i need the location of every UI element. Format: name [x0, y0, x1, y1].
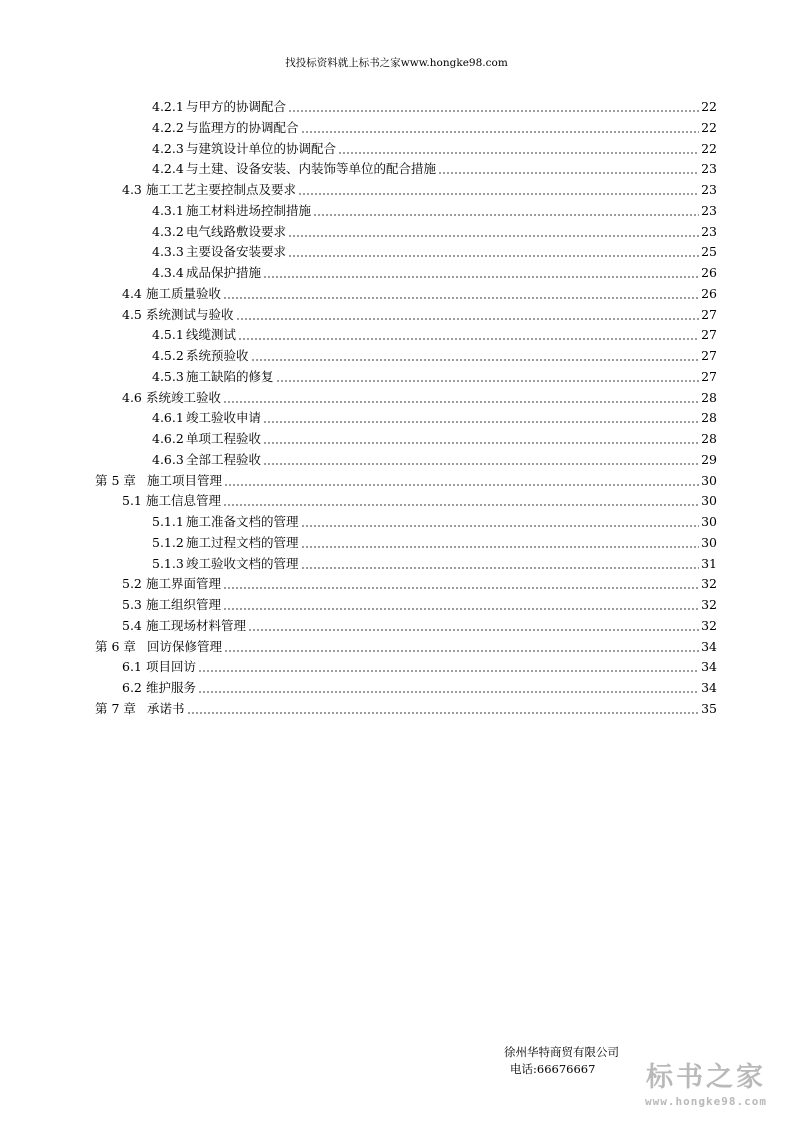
toc-entry[interactable]: [152, 448, 717, 468]
toc-entry-title: 施工现场材料管理: [146, 617, 247, 633]
toc-entry-page: 27: [701, 348, 717, 363]
toc-entry[interactable]: [152, 240, 717, 260]
toc-entry-page: 23: [701, 202, 717, 218]
toc-entry-number: 5.2: [122, 576, 142, 592]
toc-entry-title: 施工缺陷的修复: [186, 368, 274, 384]
toc-entry-page: 31: [701, 555, 717, 571]
toc-leader-dots: [223, 587, 699, 589]
toc-leader-dots: [263, 463, 699, 465]
toc-leader-dots: [288, 255, 699, 257]
toc-entry-page: 28: [701, 389, 717, 405]
toc-entry-number: 4.3.4: [152, 265, 184, 280]
toc-entry[interactable]: [152, 323, 717, 343]
toc-entry-number: 4.2.4: [152, 161, 184, 177]
toc-entry[interactable]: [122, 676, 717, 696]
toc-entry-title: 与建筑设计单位的协调配合: [186, 140, 337, 156]
toc-entry-number: 6.2: [122, 680, 142, 695]
toc-leader-dots: [223, 504, 699, 506]
toc-entry[interactable]: [152, 406, 717, 426]
toc-entry[interactable]: [152, 95, 717, 115]
toc-leader-dots: [223, 401, 699, 403]
toc-leader-dots: [313, 214, 699, 216]
toc-entry[interactable]: [122, 655, 717, 675]
toc-entry-number: 5.1: [122, 493, 142, 509]
toc-entry-page: 32: [701, 597, 717, 612]
toc-entry-page: 35: [701, 700, 717, 716]
toc-entry-page: 27: [701, 368, 717, 384]
toc-leader-dots: [301, 546, 699, 548]
toc-entry-number: 4.3: [122, 182, 142, 197]
toc-leader-dots: [276, 380, 699, 382]
toc-entry-number: 4.2.2: [152, 119, 184, 135]
toc-entry[interactable]: [122, 572, 717, 592]
toc-entry-page: 34: [701, 638, 717, 654]
toc-entry-number: 6.1: [122, 659, 142, 675]
toc-entry-number: 4.3.3: [152, 244, 184, 260]
toc-entry-number: 第 7 章: [95, 700, 136, 716]
toc-leader-dots: [238, 338, 699, 340]
toc-leader-dots: [301, 525, 699, 527]
toc-entry-title: 竣工验收申请: [186, 410, 262, 426]
toc-entry[interactable]: [152, 552, 717, 572]
toc-entry-number: 5.1.1: [152, 514, 184, 529]
toc-entry[interactable]: [122, 303, 717, 323]
watermark-title: 标书之家: [646, 1062, 766, 1093]
toc-leader-dots: [223, 608, 699, 610]
toc-entry-title: 施工工艺主要控制点及要求: [146, 182, 297, 197]
toc-entry[interactable]: [122, 178, 717, 198]
toc-leader-dots: [301, 567, 699, 569]
toc-entry-page: 22: [701, 119, 717, 135]
toc-entry-page: 28: [701, 431, 717, 446]
toc-entry-number: 4.2.3: [152, 140, 184, 156]
toc-entry-page: 26: [701, 265, 717, 280]
toc-entry-title: 系统测试与验收: [146, 306, 234, 322]
toc-leader-dots: [288, 110, 699, 112]
toc-entry-page: 25: [701, 244, 717, 260]
toc-entry[interactable]: [152, 427, 717, 447]
toc-entry-page: 30: [701, 493, 717, 509]
footer-company-name: 徐州华特商贸有限公司: [504, 1045, 619, 1059]
toc-entry-title: 与土建、设备安装、内装饰等单位的配合措施: [186, 161, 437, 177]
toc-entry[interactable]: [122, 386, 717, 406]
toc-entry[interactable]: [122, 593, 717, 613]
toc-entry-page: 32: [701, 617, 717, 633]
toc-leader-dots: [187, 712, 699, 714]
toc-entry-number: 第 6 章: [95, 638, 136, 654]
toc-entry-title: 施工质量验收: [146, 285, 222, 301]
toc-leader-dots: [236, 318, 699, 320]
toc-entry-number: 4.6.1: [152, 410, 184, 426]
toc-entry-page: 27: [701, 306, 717, 322]
toc-entry[interactable]: [152, 261, 717, 281]
toc-entry-number: 4.3.1: [152, 202, 184, 218]
toc-entry-number: 5.1.3: [152, 555, 184, 571]
toc-entry[interactable]: [152, 220, 717, 240]
toc-entry-title: 成品保护措施: [186, 265, 262, 280]
toc-entry-title: 全部工程验收: [186, 451, 262, 467]
toc-entry-page: 32: [701, 576, 717, 592]
toc-entry[interactable]: [95, 635, 717, 655]
toc-leader-dots: [251, 359, 699, 361]
toc-entry-number: 4.5.3: [152, 368, 184, 384]
toc-entry-title: 与甲方的协调配合: [186, 99, 287, 114]
toc-leader-dots: [301, 131, 699, 133]
toc-leader-dots: [438, 172, 699, 174]
toc-entry-title: 施工过程文档的管理: [186, 534, 299, 550]
toc-entry-page: 26: [701, 285, 717, 301]
toc-entry-number: 5.3: [122, 597, 142, 612]
toc-leader-dots: [263, 442, 699, 444]
toc-entry[interactable]: [152, 116, 717, 136]
toc-entry-title: 电气线路敷设要求: [186, 223, 287, 239]
toc-entry-title: 承诺书: [147, 700, 185, 716]
watermark-url: www.hongke98.com: [645, 1095, 767, 1108]
toc-entry[interactable]: [152, 199, 717, 219]
toc-entry-title: 施工界面管理: [146, 576, 222, 592]
page-header: 找投标资料就上标书之家www.hongke98.com: [285, 57, 508, 69]
watermark-logo: [626, 1062, 786, 1110]
toc-entry-number: 4.3.2: [152, 223, 184, 239]
toc-entry-title: 主要设备安装要求: [186, 244, 287, 260]
toc-entry[interactable]: [122, 489, 717, 509]
toc-entry-number: 4.5: [122, 306, 142, 322]
toc-entry-page: 29: [701, 451, 717, 467]
toc-leader-dots: [198, 670, 699, 672]
toc-entry[interactable]: [152, 365, 717, 385]
toc-entry-title: 施工材料进场控制措施: [186, 202, 312, 218]
toc-leader-dots: [224, 484, 699, 486]
toc-entry-number: 4.5.2: [152, 348, 184, 363]
toc-leader-dots: [224, 650, 699, 652]
toc-entry-number: 5.1.2: [152, 534, 184, 550]
toc-entry-number: 5.4: [122, 617, 142, 633]
toc-entry-page: 30: [701, 514, 717, 529]
toc-entry-title: 施工组织管理: [146, 597, 222, 612]
toc-entry-number: 4.5.1: [152, 327, 184, 343]
toc-leader-dots: [298, 193, 699, 195]
toc-entry-page: 28: [701, 410, 717, 426]
toc-entry-number: 4.6: [122, 389, 142, 405]
toc-entry-title: 系统预验收: [186, 348, 249, 363]
toc-entry-page: 23: [701, 161, 717, 177]
toc-entry-page: 23: [701, 182, 717, 197]
toc-entry[interactable]: [122, 614, 717, 634]
toc-entry-page: 30: [701, 472, 717, 488]
toc-entry[interactable]: [152, 137, 717, 157]
toc-leader-dots: [248, 629, 699, 631]
toc-leader-dots: [223, 297, 699, 299]
toc-entry-page: 34: [701, 659, 717, 675]
toc-entry-page: 22: [701, 140, 717, 156]
toc-entry-title: 竣工验收文档的管理: [186, 555, 299, 571]
toc-entry-title: 项目回访: [146, 659, 197, 675]
toc-entry[interactable]: [95, 697, 717, 717]
toc-leader-dots: [288, 235, 699, 237]
footer-phone: 电话:66676667: [510, 1062, 596, 1076]
toc-entry-page: 22: [701, 99, 717, 114]
toc-entry-title: 维护服务: [146, 680, 197, 695]
toc-entry-number: 4.6.2: [152, 431, 184, 446]
toc-entry-title: 与监理方的协调配合: [186, 119, 299, 135]
toc-leader-dots: [198, 691, 699, 693]
toc-leader-dots: [338, 152, 699, 154]
toc-entry[interactable]: [152, 510, 717, 530]
toc-leader-dots: [263, 276, 699, 278]
toc-entry[interactable]: [95, 469, 717, 489]
toc-entry-page: 34: [701, 680, 717, 695]
toc-entry-page: 23: [701, 223, 717, 239]
toc-entry-number: 4.4: [122, 285, 142, 301]
toc-entry-title: 单项工程验收: [186, 431, 262, 446]
toc-entry[interactable]: [122, 282, 717, 302]
toc-entry[interactable]: [152, 157, 717, 177]
toc-entry-number: 4.2.1: [152, 99, 184, 114]
toc-entry-number: 第 5 章: [95, 472, 136, 488]
toc-entry-title: 施工准备文档的管理: [186, 514, 299, 529]
toc-entry-page: 30: [701, 534, 717, 550]
toc-entry-title: 线缆测试: [186, 327, 237, 343]
toc-entry-number: 4.6.3: [152, 451, 184, 467]
toc-entry[interactable]: [152, 531, 717, 551]
toc-entry-title: 施工信息管理: [146, 493, 222, 509]
toc-entry-page: 27: [701, 327, 717, 343]
toc-leader-dots: [263, 421, 699, 423]
toc-entry-title: 施工项目管理: [147, 472, 223, 488]
toc-entry-title: 系统竣工验收: [146, 389, 222, 405]
toc-entry[interactable]: [152, 344, 717, 364]
toc-entry-title: 回访保修管理: [147, 638, 223, 654]
